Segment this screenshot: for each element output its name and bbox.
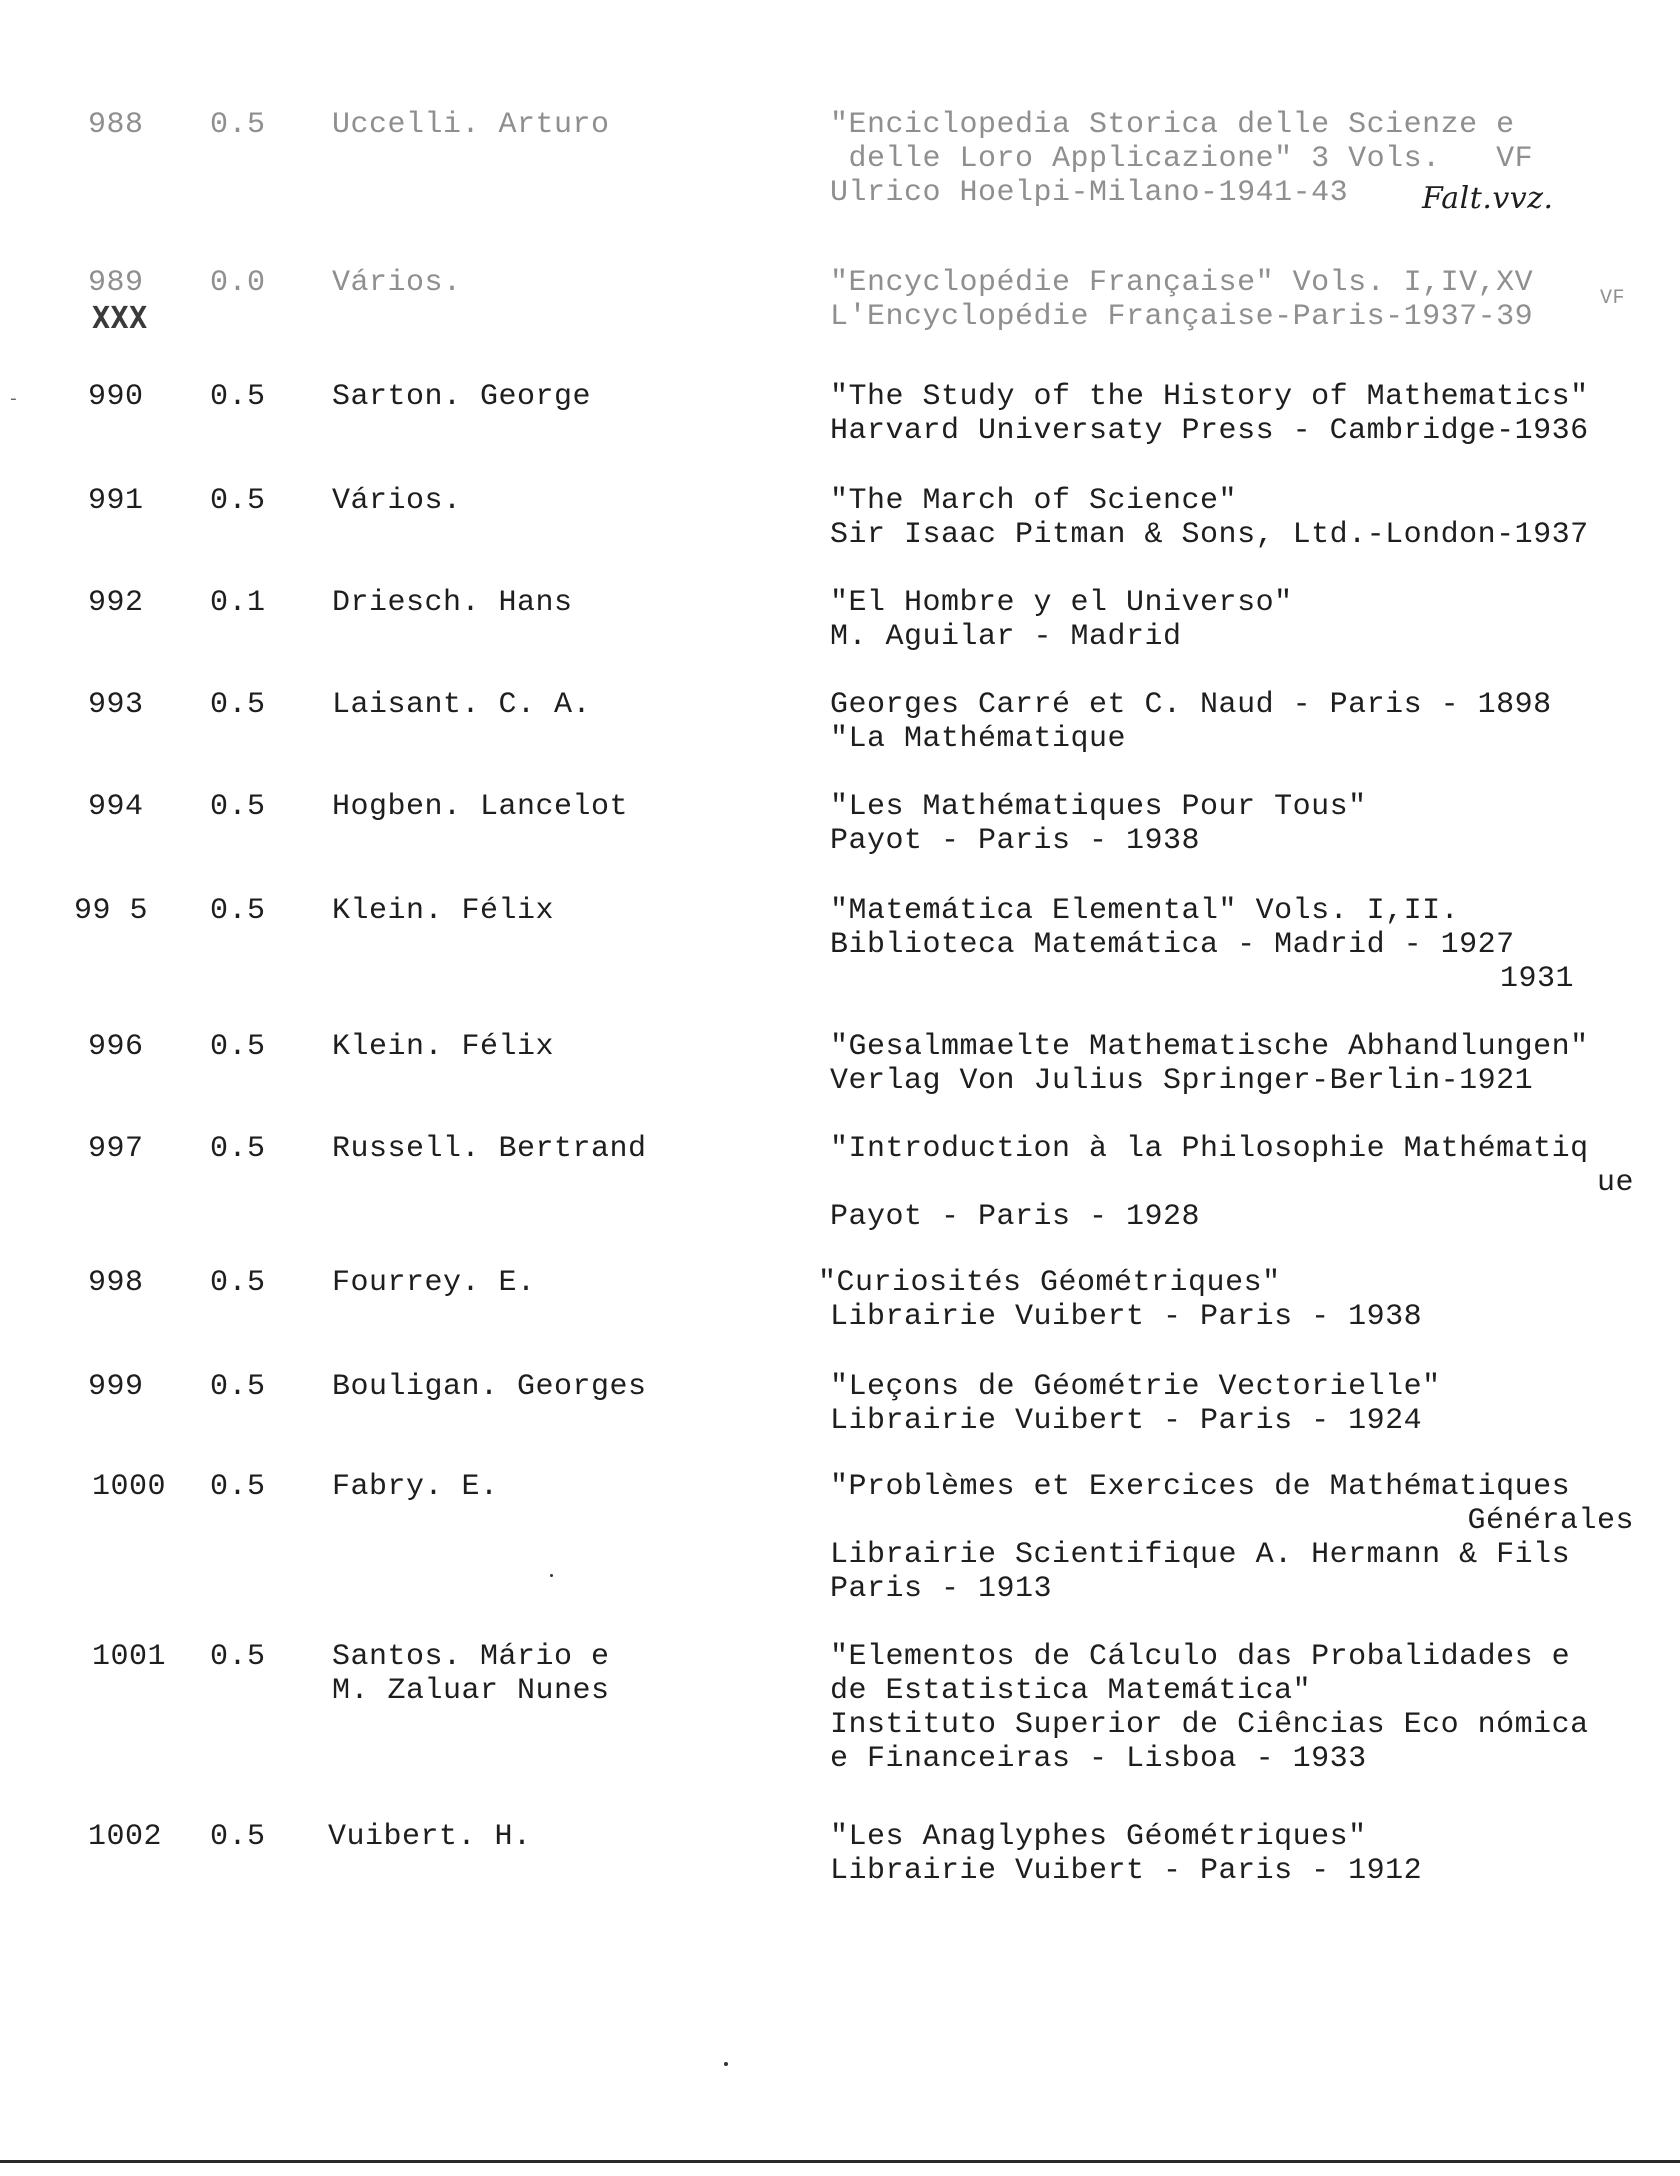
entry-line: Ulrico Hoelpi-Milano-1941-43	[830, 176, 1349, 210]
entry-number: 990	[88, 380, 144, 414]
entry-number: 999	[88, 1370, 144, 1404]
entry-number: 989	[88, 266, 144, 300]
entry-number: 998	[88, 1266, 144, 1300]
entry-author: Uccelli. Arturo	[332, 108, 610, 142]
entry-author: Laisant. C. A.	[332, 688, 592, 722]
entry-number: 993	[88, 688, 144, 722]
entry-value: 0.1	[210, 586, 266, 620]
entry-value: 0.5	[210, 1370, 266, 1404]
entry-author: Vuibert. H.	[328, 1820, 532, 1854]
entry-line: Instituto Superior de Ciências Eco nómica	[830, 1708, 1589, 1742]
entry-number: 1002	[88, 1820, 163, 1854]
handwritten-note: Falt.vvz.	[1422, 181, 1554, 216]
entry-line: delle Loro Applicazione" 3 Vols. VF	[830, 142, 1534, 176]
entry-number: 991	[88, 484, 144, 518]
entry-value: 0.0	[210, 266, 266, 300]
entry-line: "Introduction à la Philosophie Mathématiq	[830, 1132, 1589, 1166]
entry-number: 99 5	[74, 894, 149, 928]
entry-value: 0.5	[210, 1640, 266, 1674]
entry-author: Vários.	[332, 484, 462, 518]
entry-line: Payot - Paris - 1928	[830, 1200, 1201, 1234]
entry-line: Librairie Vuibert - Paris - 1924	[830, 1404, 1423, 1438]
margin-dash: -	[8, 390, 19, 410]
entry-line: "El Hombre y el Universo"	[830, 586, 1293, 620]
entry-number: 992	[88, 586, 144, 620]
entry-author: Klein. Félix	[332, 894, 555, 928]
entry-line: Georges Carré et C. Naud - Paris - 1898	[830, 688, 1552, 722]
entry-line: "Leçons de Géométrie Vectorielle"	[830, 1370, 1441, 1404]
entry-number: 996	[88, 1030, 144, 1064]
entry-author: Bouligan. Georges	[332, 1370, 647, 1404]
entry-value: 0.5	[210, 688, 266, 722]
overstrike-mark: XXX	[92, 301, 148, 336]
entry-line: Verlag Von Julius Springer-Berlin-1921	[830, 1064, 1534, 1098]
entry-line: Payot - Paris - 1938	[830, 824, 1201, 858]
entry-line: Librairie Vuibert - Paris - 1912	[830, 1854, 1423, 1888]
entry-line: "La Mathématique	[830, 722, 1127, 756]
entry-line: Harvard Universaty Press - Cambridge-1936	[830, 414, 1589, 448]
entry-line: "Les Anaglyphes Géométriques"	[830, 1820, 1367, 1854]
entry-author-secondary: M. Zaluar Nunes	[332, 1674, 610, 1708]
entry-author: Sarton. George	[332, 380, 592, 414]
entry-line-right: 1931	[1499, 962, 1574, 996]
entry-author: Fourrey. E.	[332, 1266, 536, 1300]
entry-line: L'Encyclopédie Française-Paris-1937-39	[830, 300, 1534, 334]
entry-line: Librairie Vuibert - Paris - 1938	[830, 1300, 1423, 1334]
entry-line: "The March of Science"	[830, 484, 1238, 518]
entry-line-right: ue	[1596, 1166, 1634, 1200]
entry-value: 0.5	[210, 380, 266, 414]
entry-author: Vários.	[332, 266, 462, 300]
entry-value: 0.5	[210, 108, 266, 142]
entry-line: "Problèmes et Exercices de Mathématiques	[830, 1470, 1571, 1504]
entry-value: 0.5	[210, 1132, 266, 1166]
entry-value: 0.5	[210, 1820, 266, 1854]
entry-line: "Les Mathématiques Pour Tous"	[830, 790, 1367, 824]
entry-line: Librairie Scientifique A. Hermann & Fils	[830, 1538, 1571, 1572]
entry-number: 1001	[92, 1640, 167, 1674]
entry-line: "Matemática Elemental" Vols. I,II.	[830, 894, 1460, 928]
entry-line: M. Aguilar - Madrid	[830, 620, 1182, 654]
page-bottom-rule	[0, 2160, 1680, 2163]
entry-number: 994	[88, 790, 144, 824]
entry-number: 988	[88, 108, 144, 142]
entry-value: 0.5	[210, 1266, 266, 1300]
entry-author: Klein. Félix	[332, 1030, 555, 1064]
entry-line: "Enciclopedia Storica delle Scienze e	[830, 108, 1515, 142]
entry-author: Fabry. E.	[332, 1470, 499, 1504]
entry-line: de Estatistica Matemática"	[830, 1674, 1312, 1708]
ink-speck	[724, 2062, 728, 2066]
entry-line: "Elementos de Cálculo das Probalidades e	[830, 1640, 1571, 1674]
entry-line: Sir Isaac Pitman & Sons, Ltd.-London-1937	[830, 518, 1589, 552]
entry-value: 0.5	[210, 894, 266, 928]
entry-line-right: Générales	[1467, 1504, 1634, 1538]
entry-value: 0.5	[210, 790, 266, 824]
entry-line: e Financeiras - Lisboa - 1933	[830, 1742, 1367, 1776]
entry-number: 1000	[92, 1470, 167, 1504]
entry-line: Paris - 1913	[830, 1572, 1053, 1606]
entry-author: Hogben. Lancelot	[332, 790, 629, 824]
entry-number: 997	[88, 1132, 144, 1166]
entry-author: Russell. Bertrand	[332, 1132, 647, 1166]
entry-line: "The Study of the History of Mathematics"	[830, 380, 1589, 414]
entry-value: 0.5	[210, 484, 266, 518]
superscript-note: VF	[1600, 287, 1626, 310]
entry-line: Biblioteca Matemática - Madrid - 1927	[830, 928, 1515, 962]
entry-line: "Encyclopédie Française" Vols. I,IV,XV	[830, 266, 1534, 300]
entry-value: 0.5	[210, 1030, 266, 1064]
entry-line: "Curiosités Géométriques"	[818, 1266, 1281, 1300]
entry-author: Driesch. Hans	[332, 586, 573, 620]
entry-value: 0.5	[210, 1470, 266, 1504]
ink-speck	[550, 1574, 553, 1577]
entry-line: "Gesalmmaelte Mathematische Abhandlungen"	[830, 1030, 1589, 1064]
entry-author: Santos. Mário e	[332, 1640, 610, 1674]
